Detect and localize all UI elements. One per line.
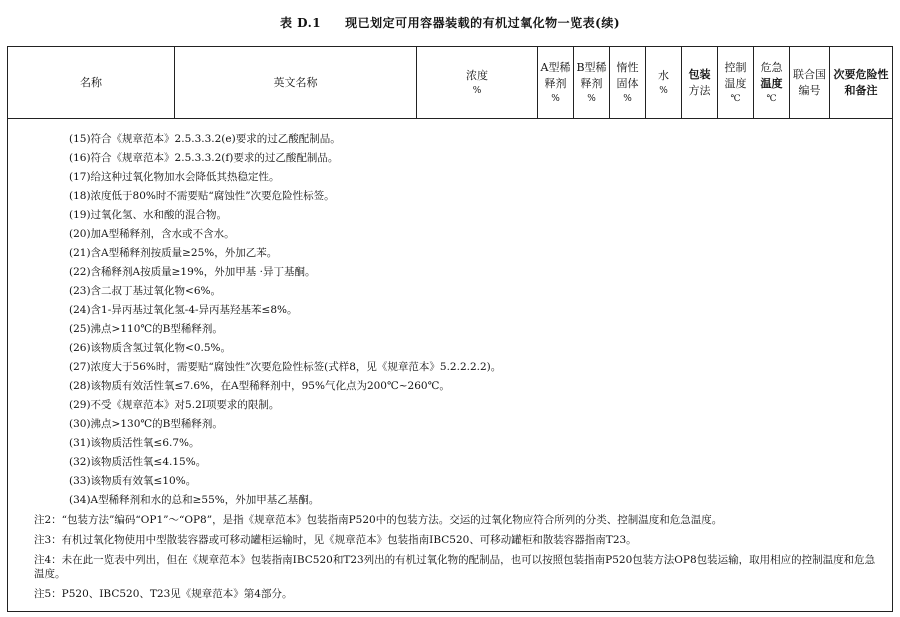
footnote-25: (25)沸点>110℃的B型稀释剂。 <box>69 323 223 335</box>
header-water: 水 % <box>645 47 681 118</box>
note-3: 注3：有机过氧化物使用中型散装容器或可移动罐柜运输时，见《规章范本》包装指南IBC520、可移动罐柜和散装容器指南T23。 <box>34 534 637 546</box>
header-concentration: 浓度 % <box>416 47 537 118</box>
footnote-31: (31)该物质活性氧≤6.7%。 <box>69 437 200 449</box>
footnote-33: (33)该物质有效氧≤10%。 <box>69 475 197 487</box>
note-4: 注4：未在此一览表中列出，但在《规章范本》包装指南IBC520和T23列出的有机过氧化物的配制品，也可以按照包装指南P520包装方法OP8包装运输，取用相应的控制温度和危急温度。 <box>34 554 876 580</box>
table-title-text: 现已划定可用容器装载的有机过氧化物一览表(续) <box>345 16 621 30</box>
table-header-row <box>8 47 892 119</box>
footnote-23: (23)含二叔丁基过氧化物<6%。 <box>69 285 222 297</box>
peroxide-table <box>7 46 893 612</box>
footnote-21: (21)含A型稀释剂按质量≥25%，外加乙苯。 <box>69 247 278 259</box>
header-emergency-temperature: 危急 温度 ℃ <box>753 47 789 118</box>
header-inert-solid: 惰性 固体 % <box>609 47 645 118</box>
footnote-30: (30)沸点>130℃的B型稀释剂。 <box>69 418 223 430</box>
header-packing-method: 包装 方法 <box>681 47 717 118</box>
footnote-18: (18)浓度低于80%时不需要贴“腐蚀性”次要危险性标签。 <box>69 190 335 202</box>
footnote-15: (15)符合《规章范本》2.5.3.3.2(e)要求的过乙酸配制品。 <box>69 133 341 145</box>
note-2: 注2：“包装方法”编码“OP1”～“OP8”，是指《规章范本》包装指南P520中的包装方法。交运的过氧化物应符合所列的分类、控制温度和危急温度。 <box>34 514 723 526</box>
footnote-16: (16)符合《规章范本》2.5.3.3.2(f)要求的过乙酸配制品。 <box>69 152 339 164</box>
table-number: 表 D.1 <box>279 16 322 30</box>
footnote-19: (19)过氧化氢、水和酸的混合物。 <box>69 209 228 221</box>
footnote-22: (22)含稀释剂A按质量≥19%，外加甲基 ·异丁基酮。 <box>69 266 316 278</box>
table-title <box>0 14 900 31</box>
header-english-name: 英文名称 <box>174 47 416 118</box>
footnote-24: (24)含1-异丙基过氧化氢-4-异丙基羟基苯≤8%。 <box>69 304 298 316</box>
note-5: 注5：P520、IBC520、T23见《规章范本》第4部分。 <box>34 588 293 600</box>
footnote-26: (26)该物质含氢过氧化物<0.5%。 <box>69 342 232 354</box>
footnote-29: (29)不受《规章范本》对5.2I项要求的限制。 <box>69 399 280 411</box>
header-diluent-a: A型稀 释剂 % <box>537 47 573 118</box>
header-name: 名称 <box>80 75 102 89</box>
footnote-28: (28)该物质有效活性氧≤7.6%，在A型稀释剂中，95%气化点为200℃~260℃。 <box>69 380 450 392</box>
footnote-20: (20)加A型稀释剂，含水或不含水。 <box>69 228 235 240</box>
header-subsidiary-risk: 次要危险性 和备注 <box>829 47 892 118</box>
header-control-temperature: 控制 温度 ℃ <box>717 47 753 118</box>
footnote-17: (17)给这种过氧化物加水会降低其热稳定性。 <box>69 171 280 183</box>
footnote-34: (34)A型稀释剂和水的总和≥55%，外加甲基乙基酮。 <box>69 494 320 506</box>
header-un-number: 联合国 编号 <box>789 47 829 118</box>
footnote-32: (32)该物质活性氧≤4.15%。 <box>69 456 207 468</box>
header-diluent-b: B型稀 释剂 % <box>573 47 609 118</box>
footnote-27: (27)浓度大于56%时，需要贴“腐蚀性”次要危险性标签(式样8，见《规章范本》5.2.2.2.2)。 <box>69 361 502 373</box>
